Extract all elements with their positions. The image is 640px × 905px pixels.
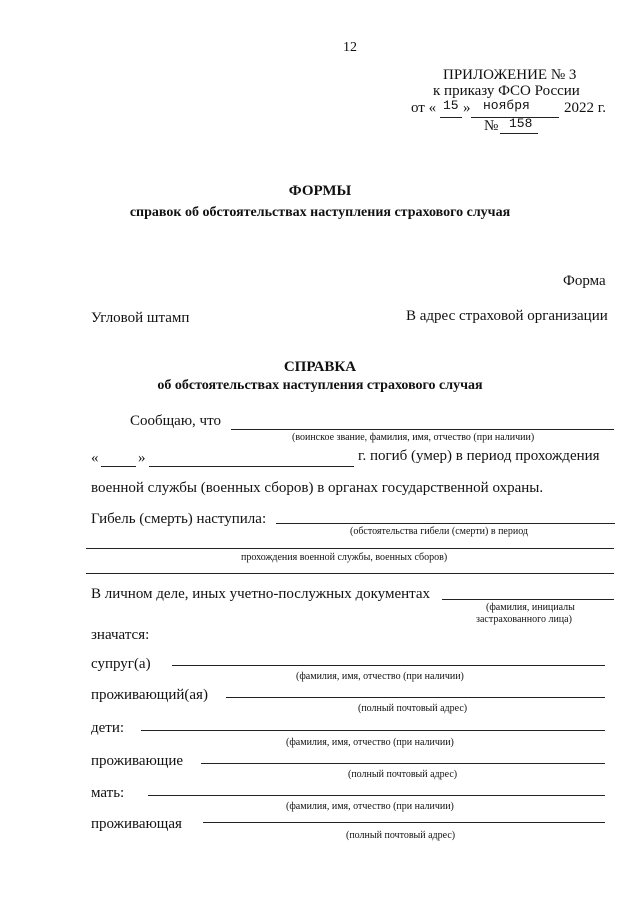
spouse-residing-label: проживающий(ая) bbox=[91, 687, 208, 703]
corner-stamp: Угловой штамп bbox=[91, 310, 190, 326]
mother-caption: (фамилия, имя, отчество (при наличии) bbox=[286, 801, 454, 812]
death-line-3[interactable] bbox=[86, 573, 614, 574]
appendix-title: ПРИЛОЖЕНИЕ № 3 bbox=[443, 67, 577, 83]
children-residing-caption: (полный почтовый адрес) bbox=[348, 769, 458, 780]
spouse-residing-caption: (полный почтовый адрес) bbox=[358, 703, 468, 714]
death-line-1[interactable] bbox=[276, 523, 615, 524]
mother-residing-line[interactable] bbox=[203, 822, 605, 823]
records-caption-1: (фамилия, инициалы bbox=[486, 602, 575, 613]
children-residing-line[interactable] bbox=[201, 763, 605, 764]
appendix-month: ноября bbox=[483, 98, 530, 113]
mother-line[interactable] bbox=[148, 795, 605, 796]
death-label: Гибель (смерть) наступила: bbox=[91, 511, 267, 527]
report-caption: (воинское звание, фамилия, имя, отчество (при наличии) bbox=[292, 432, 535, 443]
certificate-subtitle: об обстоятельствах наступления страхового случая bbox=[157, 378, 483, 393]
children-label: дети: bbox=[91, 720, 125, 736]
address-to: В адрес страховой организации bbox=[406, 308, 608, 324]
forms-title: ФОРМЫ bbox=[288, 183, 352, 199]
spouse-caption: (фамилия, имя, отчество (при наличии) bbox=[296, 671, 464, 682]
date-open: « bbox=[91, 450, 99, 466]
spouse-residing-line[interactable] bbox=[226, 697, 605, 698]
spouse-label: супруг(а) bbox=[91, 656, 151, 672]
records-text: В личном деле, иных учетно-послужных документах bbox=[91, 586, 431, 602]
mother-residing-caption: (полный почтовый адрес) bbox=[346, 830, 456, 841]
date-month-year-line[interactable] bbox=[149, 466, 354, 467]
death-caption-2: прохождения военной службы, военных сборов) bbox=[241, 552, 448, 563]
mother-label: мать: bbox=[91, 785, 125, 801]
children-line[interactable] bbox=[141, 730, 605, 731]
listed-text: значатся: bbox=[91, 627, 150, 643]
report-prefix: Сообщаю, что bbox=[130, 413, 221, 429]
death-line-2[interactable] bbox=[86, 548, 614, 549]
number-underline bbox=[500, 133, 538, 134]
died-text: г. погиб (умер) в период прохождения bbox=[358, 448, 600, 464]
appendix-number-label: № bbox=[484, 118, 499, 134]
appendix-order-ref: к приказу ФСО России bbox=[433, 83, 580, 99]
appendix-day: 15 bbox=[443, 98, 459, 113]
date-close: » bbox=[138, 450, 146, 466]
appendix-number: 158 bbox=[509, 116, 533, 131]
children-residing-label: проживающие bbox=[91, 753, 184, 769]
records-caption-2: застрахованного лица) bbox=[476, 614, 572, 625]
appendix-date-prefix: от « bbox=[411, 100, 437, 116]
certificate-title: СПРАВКА bbox=[283, 359, 357, 375]
appendix-year: 2022 г. bbox=[564, 100, 606, 116]
page-number: 12 bbox=[343, 40, 357, 55]
death-caption-1: (обстоятельства гибели (смерти) в период bbox=[350, 526, 529, 537]
form-label: Форма bbox=[563, 273, 606, 289]
mother-residing-label: проживающая bbox=[91, 816, 182, 832]
children-caption: (фамилия, имя, отчество (при наличии) bbox=[286, 737, 454, 748]
date-day-line[interactable] bbox=[101, 466, 136, 467]
appendix-quote-close: » bbox=[463, 100, 471, 116]
service-text: военной службы (военных сборов) в органах государственной охраны. bbox=[91, 480, 544, 496]
day-underline bbox=[440, 117, 462, 118]
spouse-line[interactable] bbox=[172, 665, 605, 666]
records-line[interactable] bbox=[442, 599, 614, 600]
forms-subtitle: справок об обстоятельствах наступления страхового случая bbox=[129, 205, 511, 220]
report-line[interactable] bbox=[231, 429, 614, 430]
